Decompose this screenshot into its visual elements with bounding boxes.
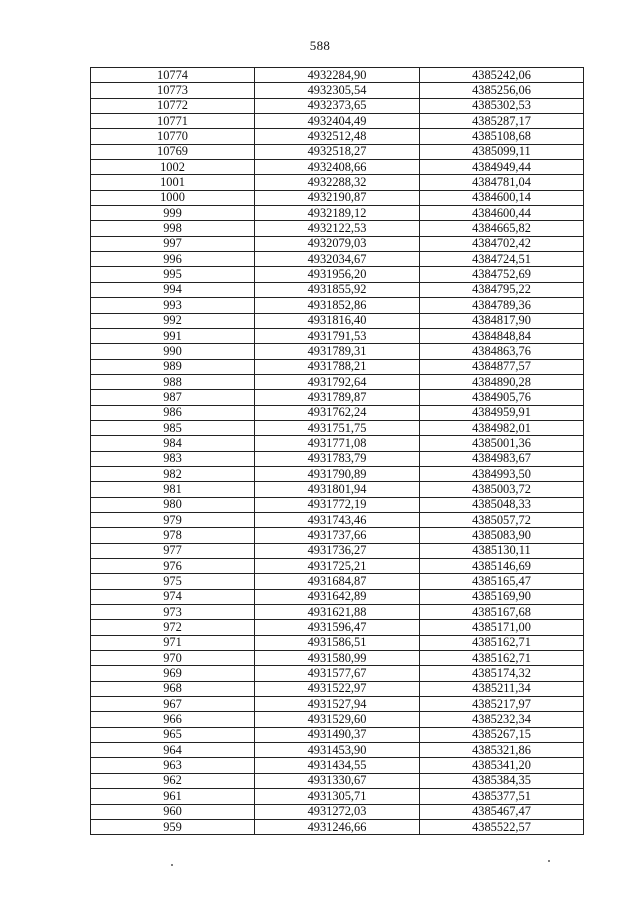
table-row xyxy=(91,267,584,282)
x-coordinate-cell: 4931580,99 xyxy=(255,651,420,666)
x-coordinate-cell: 4931737,66 xyxy=(255,528,420,543)
x-coordinate-cell: 4931771,08 xyxy=(255,436,420,451)
x-coordinate-cell: 4931621,88 xyxy=(255,605,420,620)
table-row xyxy=(91,681,584,696)
y-coordinate-cell: 4385217,97 xyxy=(420,697,584,712)
point-number-cell: 1001 xyxy=(91,175,255,190)
point-number-cell: 964 xyxy=(91,743,255,758)
x-coordinate-cell: 4931762,24 xyxy=(255,405,420,420)
table-row xyxy=(91,528,584,543)
x-coordinate-cell: 4931789,87 xyxy=(255,390,420,405)
x-coordinate-cell: 4931751,75 xyxy=(255,420,420,435)
y-coordinate-cell: 4385211,34 xyxy=(420,681,584,696)
point-number-cell: 963 xyxy=(91,758,255,773)
table-row xyxy=(91,512,584,527)
table-row xyxy=(91,221,584,236)
point-number-cell: 990 xyxy=(91,344,255,359)
table-row xyxy=(91,620,584,635)
table-row xyxy=(91,206,584,221)
point-number-cell: 1000 xyxy=(91,190,255,205)
point-number-cell: 986 xyxy=(91,405,255,420)
table-row xyxy=(91,313,584,328)
point-number-cell: 10772 xyxy=(91,98,255,113)
x-coordinate-cell: 4932373,65 xyxy=(255,98,420,113)
point-number-cell: 994 xyxy=(91,282,255,297)
table-row xyxy=(91,405,584,420)
point-number-cell: 960 xyxy=(91,804,255,819)
y-coordinate-cell: 4384752,69 xyxy=(420,267,584,282)
point-number-cell: 974 xyxy=(91,589,255,604)
scan-speck xyxy=(171,864,173,866)
y-coordinate-cell: 4385099,11 xyxy=(420,144,584,159)
y-coordinate-cell: 4385384,35 xyxy=(420,773,584,788)
y-coordinate-cell: 4384982,01 xyxy=(420,420,584,435)
table-row xyxy=(91,114,584,129)
x-coordinate-cell: 4931855,92 xyxy=(255,282,420,297)
point-number-cell: 999 xyxy=(91,206,255,221)
point-number-cell: 966 xyxy=(91,712,255,727)
point-number-cell: 972 xyxy=(91,620,255,635)
point-number-cell: 998 xyxy=(91,221,255,236)
table-row xyxy=(91,743,584,758)
y-coordinate-cell: 4385130,11 xyxy=(420,543,584,558)
point-number-cell: 10769 xyxy=(91,144,255,159)
scan-speck xyxy=(548,860,550,862)
x-coordinate-cell: 4931434,55 xyxy=(255,758,420,773)
y-coordinate-cell: 4385174,32 xyxy=(420,666,584,681)
point-number-cell: 984 xyxy=(91,436,255,451)
x-coordinate-cell: 4931642,89 xyxy=(255,589,420,604)
table-row xyxy=(91,420,584,435)
point-number-cell: 980 xyxy=(91,497,255,512)
x-coordinate-cell: 4931246,66 xyxy=(255,819,420,834)
point-number-cell: 982 xyxy=(91,466,255,481)
x-coordinate-cell: 4931956,20 xyxy=(255,267,420,282)
table-row xyxy=(91,298,584,313)
y-coordinate-cell: 4385003,72 xyxy=(420,482,584,497)
x-coordinate-cell: 4931529,60 xyxy=(255,712,420,727)
point-number-cell: 985 xyxy=(91,420,255,435)
point-number-cell: 977 xyxy=(91,543,255,558)
x-coordinate-cell: 4931816,40 xyxy=(255,313,420,328)
y-coordinate-cell: 4384877,57 xyxy=(420,359,584,374)
x-coordinate-cell: 4932079,03 xyxy=(255,236,420,251)
table-row xyxy=(91,497,584,512)
table-row xyxy=(91,328,584,343)
table-row xyxy=(91,819,584,834)
point-number-cell: 969 xyxy=(91,666,255,681)
x-coordinate-cell: 4931743,46 xyxy=(255,512,420,527)
table-row xyxy=(91,436,584,451)
x-coordinate-cell: 4931852,86 xyxy=(255,298,420,313)
y-coordinate-cell: 4384959,91 xyxy=(420,405,584,420)
y-coordinate-cell: 4385256,06 xyxy=(420,83,584,98)
y-coordinate-cell: 4385048,33 xyxy=(420,497,584,512)
point-number-cell: 979 xyxy=(91,512,255,527)
point-number-cell: 10774 xyxy=(91,68,255,83)
y-coordinate-cell: 4384863,76 xyxy=(420,344,584,359)
point-number-cell: 987 xyxy=(91,390,255,405)
y-coordinate-cell: 4384600,14 xyxy=(420,190,584,205)
table-row xyxy=(91,344,584,359)
x-coordinate-cell: 4931684,87 xyxy=(255,574,420,589)
x-coordinate-cell: 4931791,53 xyxy=(255,328,420,343)
table-row xyxy=(91,482,584,497)
table-row xyxy=(91,236,584,251)
y-coordinate-cell: 4384781,04 xyxy=(420,175,584,190)
x-coordinate-cell: 4931577,67 xyxy=(255,666,420,681)
y-coordinate-cell: 4384665,82 xyxy=(420,221,584,236)
point-number-cell: 959 xyxy=(91,819,255,834)
y-coordinate-cell: 4384789,36 xyxy=(420,298,584,313)
y-coordinate-cell: 4385341,20 xyxy=(420,758,584,773)
y-coordinate-cell: 4384795,22 xyxy=(420,282,584,297)
y-coordinate-cell: 4384724,51 xyxy=(420,252,584,267)
x-coordinate-cell: 4931586,51 xyxy=(255,635,420,650)
y-coordinate-cell: 4385321,86 xyxy=(420,743,584,758)
table-row xyxy=(91,589,584,604)
x-coordinate-cell: 4931272,03 xyxy=(255,804,420,819)
y-coordinate-cell: 4385522,57 xyxy=(420,819,584,834)
y-coordinate-cell: 4385108,68 xyxy=(420,129,584,144)
y-coordinate-cell: 4385083,90 xyxy=(420,528,584,543)
x-coordinate-cell: 4931453,90 xyxy=(255,743,420,758)
point-number-cell: 995 xyxy=(91,267,255,282)
y-coordinate-cell: 4385287,17 xyxy=(420,114,584,129)
y-coordinate-cell: 4384890,28 xyxy=(420,374,584,389)
page-number: 588 xyxy=(309,38,331,53)
table-row xyxy=(91,635,584,650)
x-coordinate-cell: 4931725,21 xyxy=(255,559,420,574)
point-number-cell: 992 xyxy=(91,313,255,328)
table-row xyxy=(91,574,584,589)
point-number-cell: 10773 xyxy=(91,83,255,98)
x-coordinate-cell: 4932034,67 xyxy=(255,252,420,267)
table-row xyxy=(91,282,584,297)
point-number-cell: 967 xyxy=(91,697,255,712)
x-coordinate-cell: 4931772,19 xyxy=(255,497,420,512)
y-coordinate-cell: 4384702,42 xyxy=(420,236,584,251)
point-number-cell: 978 xyxy=(91,528,255,543)
table-row xyxy=(91,175,584,190)
x-coordinate-cell: 4931788,21 xyxy=(255,359,420,374)
table-row xyxy=(91,712,584,727)
y-coordinate-cell: 4384817,90 xyxy=(420,313,584,328)
x-coordinate-cell: 4932284,90 xyxy=(255,68,420,83)
x-coordinate-cell: 4932189,12 xyxy=(255,206,420,221)
table-row xyxy=(91,98,584,113)
point-number-cell: 970 xyxy=(91,651,255,666)
table-row xyxy=(91,773,584,788)
y-coordinate-cell: 4385232,34 xyxy=(420,712,584,727)
y-coordinate-cell: 4385057,72 xyxy=(420,512,584,527)
y-coordinate-cell: 4385242,06 xyxy=(420,68,584,83)
y-coordinate-cell: 4384848,84 xyxy=(420,328,584,343)
point-number-cell: 961 xyxy=(91,789,255,804)
point-number-cell: 10771 xyxy=(91,114,255,129)
point-number-cell: 962 xyxy=(91,773,255,788)
y-coordinate-cell: 4385302,53 xyxy=(420,98,584,113)
x-coordinate-cell: 4932288,32 xyxy=(255,175,420,190)
table-row xyxy=(91,758,584,773)
y-coordinate-cell: 4384993,50 xyxy=(420,466,584,481)
x-coordinate-cell: 4931527,94 xyxy=(255,697,420,712)
y-coordinate-cell: 4385169,90 xyxy=(420,589,584,604)
x-coordinate-cell: 4932122,53 xyxy=(255,221,420,236)
point-number-cell: 983 xyxy=(91,451,255,466)
x-coordinate-cell: 4932518,27 xyxy=(255,144,420,159)
point-number-cell: 968 xyxy=(91,681,255,696)
table-row xyxy=(91,543,584,558)
y-coordinate-cell: 4384983,67 xyxy=(420,451,584,466)
x-coordinate-cell: 4932305,54 xyxy=(255,83,420,98)
y-coordinate-cell: 4385146,69 xyxy=(420,559,584,574)
point-number-cell: 973 xyxy=(91,605,255,620)
point-number-cell: 976 xyxy=(91,559,255,574)
x-coordinate-cell: 4931783,79 xyxy=(255,451,420,466)
table-row xyxy=(91,789,584,804)
table-row xyxy=(91,559,584,574)
x-coordinate-cell: 4931522,97 xyxy=(255,681,420,696)
x-coordinate-cell: 4931801,94 xyxy=(255,482,420,497)
coordinates-table-body xyxy=(91,68,584,835)
y-coordinate-cell: 4385162,71 xyxy=(420,635,584,650)
coordinates-table xyxy=(90,67,584,835)
y-coordinate-cell: 4385162,71 xyxy=(420,651,584,666)
y-coordinate-cell: 4385267,15 xyxy=(420,727,584,742)
y-coordinate-cell: 4385171,00 xyxy=(420,620,584,635)
point-number-cell: 991 xyxy=(91,328,255,343)
table-row xyxy=(91,83,584,98)
table-row xyxy=(91,466,584,481)
x-coordinate-cell: 4931789,31 xyxy=(255,344,420,359)
table-row xyxy=(91,129,584,144)
table-row xyxy=(91,359,584,374)
y-coordinate-cell: 4385467,47 xyxy=(420,804,584,819)
point-number-cell: 997 xyxy=(91,236,255,251)
y-coordinate-cell: 4384905,76 xyxy=(420,390,584,405)
table-row xyxy=(91,451,584,466)
x-coordinate-cell: 4932404,49 xyxy=(255,114,420,129)
y-coordinate-cell: 4384600,44 xyxy=(420,206,584,221)
x-coordinate-cell: 4932512,48 xyxy=(255,129,420,144)
point-number-cell: 1002 xyxy=(91,160,255,175)
point-number-cell: 988 xyxy=(91,374,255,389)
table-row xyxy=(91,804,584,819)
y-coordinate-cell: 4385167,68 xyxy=(420,605,584,620)
table-row xyxy=(91,697,584,712)
point-number-cell: 10770 xyxy=(91,129,255,144)
point-number-cell: 993 xyxy=(91,298,255,313)
x-coordinate-cell: 4931736,27 xyxy=(255,543,420,558)
x-coordinate-cell: 4931790,89 xyxy=(255,466,420,481)
table-row xyxy=(91,68,584,83)
point-number-cell: 989 xyxy=(91,359,255,374)
y-coordinate-cell: 4385165,47 xyxy=(420,574,584,589)
point-number-cell: 975 xyxy=(91,574,255,589)
table-row xyxy=(91,666,584,681)
x-coordinate-cell: 4931490,37 xyxy=(255,727,420,742)
x-coordinate-cell: 4931305,71 xyxy=(255,789,420,804)
table-row xyxy=(91,651,584,666)
y-coordinate-cell: 4385001,36 xyxy=(420,436,584,451)
point-number-cell: 965 xyxy=(91,727,255,742)
table-row xyxy=(91,605,584,620)
x-coordinate-cell: 4932408,66 xyxy=(255,160,420,175)
x-coordinate-cell: 4931330,67 xyxy=(255,773,420,788)
y-coordinate-cell: 4385377,51 xyxy=(420,789,584,804)
x-coordinate-cell: 4932190,87 xyxy=(255,190,420,205)
table-row xyxy=(91,160,584,175)
table-row xyxy=(91,727,584,742)
table-row xyxy=(91,190,584,205)
point-number-cell: 981 xyxy=(91,482,255,497)
point-number-cell: 996 xyxy=(91,252,255,267)
table-row xyxy=(91,252,584,267)
x-coordinate-cell: 4931792,64 xyxy=(255,374,420,389)
table-row xyxy=(91,374,584,389)
y-coordinate-cell: 4384949,44 xyxy=(420,160,584,175)
x-coordinate-cell: 4931596,47 xyxy=(255,620,420,635)
table-row xyxy=(91,390,584,405)
table-row xyxy=(91,144,584,159)
point-number-cell: 971 xyxy=(91,635,255,650)
